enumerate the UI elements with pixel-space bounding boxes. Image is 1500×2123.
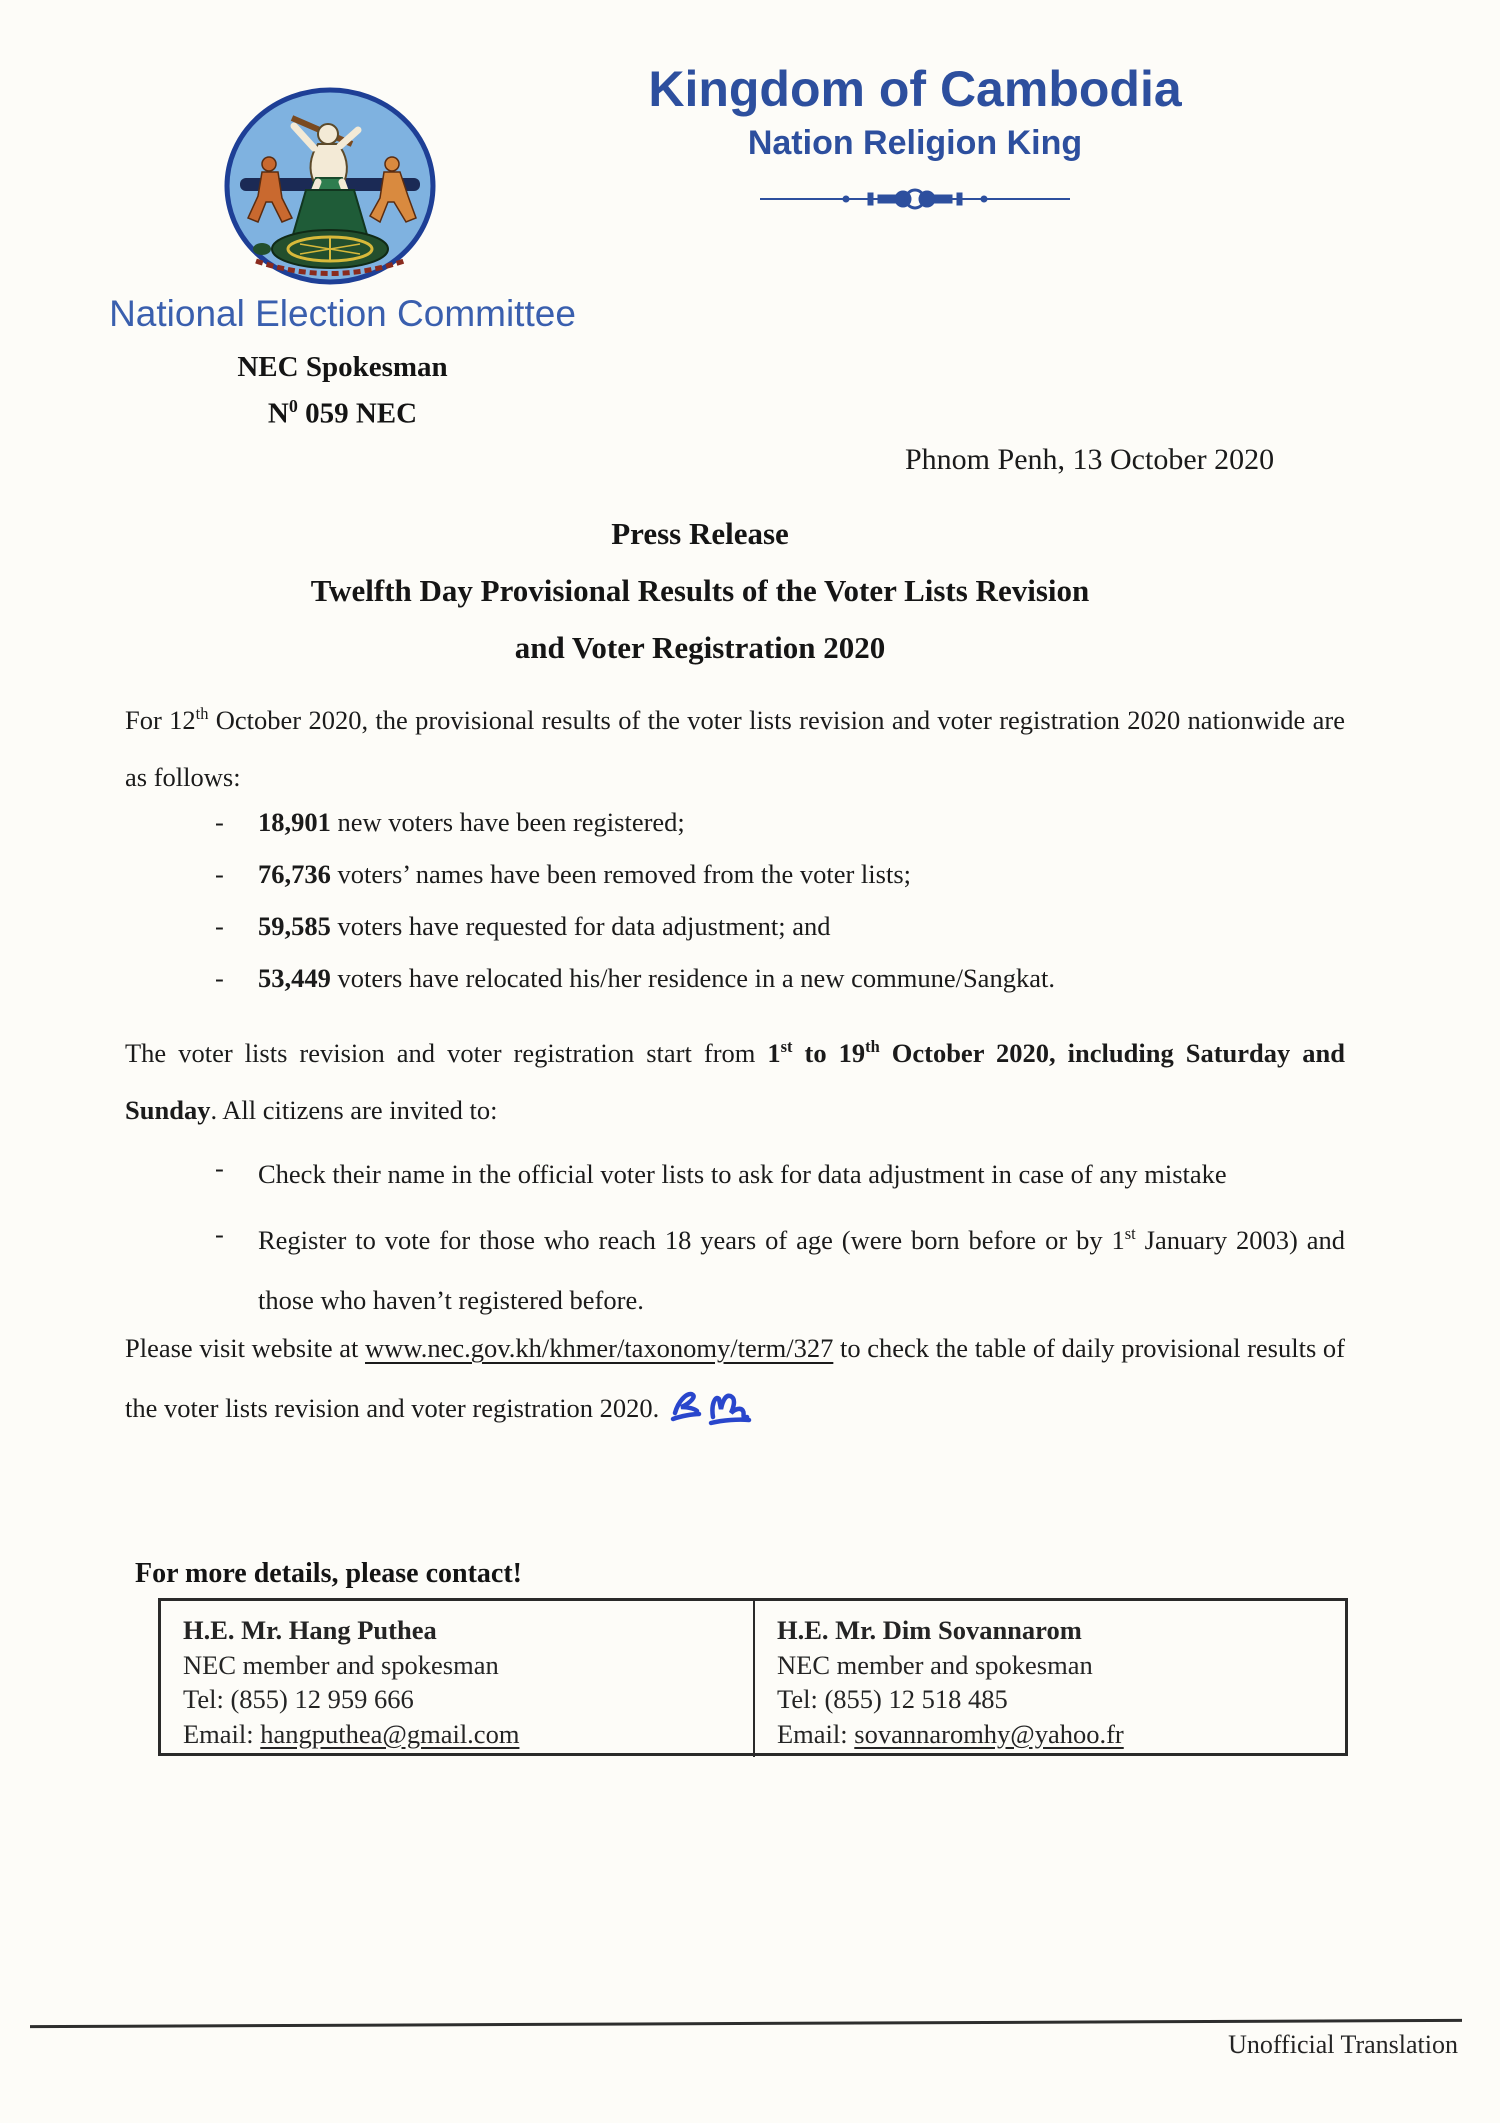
result-text: 53,449 voters have relocated his/her residence in a new commune/Sangkat. <box>258 963 1055 993</box>
footer-note: Unofficial Translation <box>1228 2030 1458 2059</box>
dash-marker: - <box>215 963 224 993</box>
committee-name: National Election Committee <box>109 293 576 334</box>
invitation-text: Check their name in the official voter lists to ask for data adjustment in case of any mistake <box>258 1158 1227 1189</box>
contact-role: NEC member and spokesman <box>777 1649 1093 1680</box>
footer-rule <box>30 2019 1462 2028</box>
result-text: 76,736 voters’ names have been removed from the voter lists; <box>258 859 911 889</box>
contact-name: H.E. Mr. Dim Sovannarom <box>777 1615 1082 1645</box>
dash-marker: - <box>215 1153 224 1183</box>
contact-card <box>161 1601 753 1757</box>
website-link[interactable]: www.nec.gov.kh/khmer/taxonomy/term/327 <box>365 1333 834 1363</box>
intro-paragraph: For 12th October 2020, the provisional results of the voter lists revision and voter registration 2020 nationwide are as follows: <box>125 704 1345 792</box>
result-text: 59,585 voters have requested for data adjustment; and <box>258 911 831 941</box>
invitations-list <box>215 1138 1345 1330</box>
title-line-3: and Voter Registration 2020 <box>514 630 886 665</box>
invitation-item <box>215 1138 1345 1204</box>
kingdom-header <box>585 60 1245 217</box>
document-number: $N^0$ 059 NEC <box>267 396 418 430</box>
invitation-item <box>215 1204 1345 1330</box>
handwritten-initials-icon <box>669 1383 755 1452</box>
contact-heading: For more details, please contact! <box>135 1558 522 1589</box>
contact-email-row: Email: sovannaromhy@yahoo.fr <box>777 1718 1124 1749</box>
result-item <box>215 796 1345 848</box>
dash-marker: - <box>215 1218 224 1249</box>
result-item <box>215 952 1345 1004</box>
result-value: 53,449 <box>258 963 331 993</box>
contact-tel: Tel: (855) 12 518 485 <box>777 1684 1008 1714</box>
result-item <box>215 900 1345 952</box>
contact-card <box>753 1601 1345 1757</box>
result-item <box>215 848 1345 900</box>
results-list <box>215 796 1345 1004</box>
contact-tel: Tel: (855) 12 959 666 <box>183 1684 414 1714</box>
website-paragraph: Please visit website at www.nec.gov.kh/khmer/taxonomy/term/327 to check the table of daily provisional results of the voter lists revision and voter registration 2020. <box>125 1318 1345 1452</box>
result-value: 59,585 <box>258 911 331 941</box>
contact-email-link[interactable]: sovannaromhy@yahoo.fr <box>854 1718 1124 1749</box>
spokesman-block <box>55 348 630 434</box>
result-text: 18,901 new voters have been registered; <box>258 807 685 837</box>
result-value: 76,736 <box>258 859 331 889</box>
title-block <box>125 505 1275 676</box>
dash-marker: - <box>215 859 224 889</box>
title-line-2: Twelfth Day Provisional Results of the Voter Lists Revision <box>310 573 1090 608</box>
dash-marker: - <box>215 807 224 837</box>
press-release-title: Press Release <box>611 516 789 551</box>
contact-name: H.E. Mr. Hang Puthea <box>183 1615 437 1645</box>
motto: Nation Religion King <box>747 124 1083 162</box>
schedule-paragraph: The voter lists revision and voter registration start from 1st to 19th October 2020, including Saturday and Sunday. All citizens are invited to: <box>125 1037 1345 1125</box>
contact-role: NEC member and spokesman <box>183 1649 499 1680</box>
contact-email-row: Email: hangputhea@gmail.com <box>183 1718 520 1749</box>
contact-email-link[interactable]: hangputhea@gmail.com <box>260 1718 520 1749</box>
dateline: Phnom Penh, 13 October 2020 <box>905 443 1275 476</box>
result-value: 18,901 <box>258 807 331 837</box>
contact-table <box>158 1598 1348 1756</box>
kingdom-title: Kingdom of Cambodia <box>648 61 1182 117</box>
invitation-text: Register to vote for those who reach 18 years of age (were born before or by 1st January 2003) and those who haven’t registered before. <box>258 1223 1345 1315</box>
dash-marker: - <box>215 911 224 941</box>
nec-emblem-icon <box>222 86 438 286</box>
spokesman-label: NEC Spokesman <box>237 351 448 383</box>
ornament-divider-icon <box>585 186 1245 217</box>
